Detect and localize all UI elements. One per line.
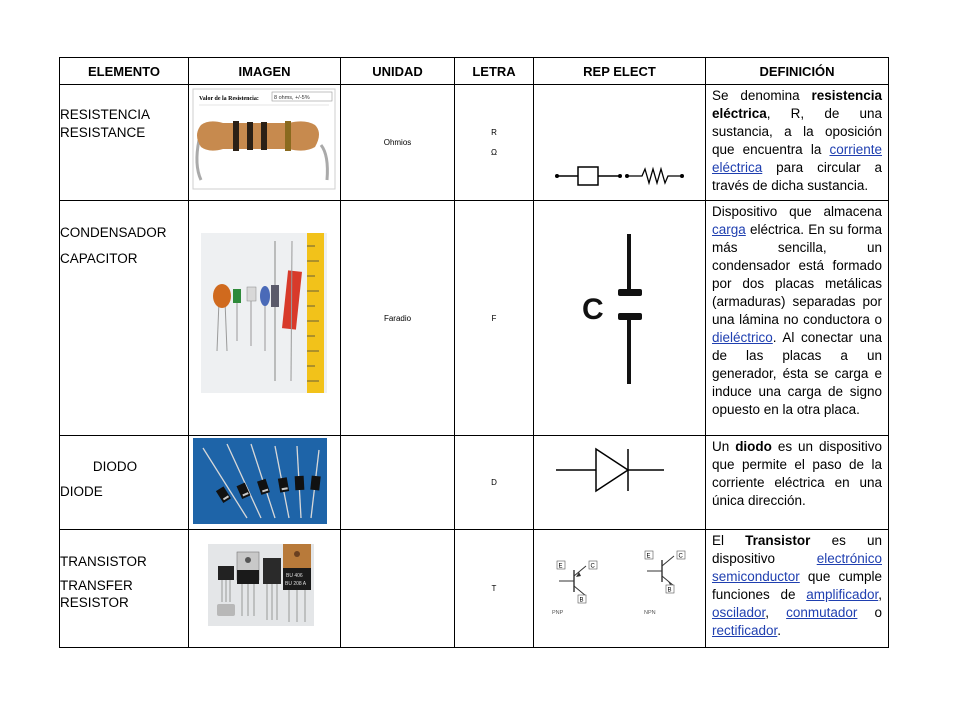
header-rep: REP ELECT bbox=[534, 58, 706, 85]
definition-text: , R, de una sustancia, a la oposición que encuentra la bbox=[712, 106, 882, 157]
letter-omega: Ω bbox=[491, 147, 497, 157]
npn-pin-c: C bbox=[678, 553, 683, 560]
link-rectificador[interactable]: rectificador bbox=[712, 623, 778, 638]
chip-label-1: BU 406 bbox=[286, 573, 303, 579]
definition-text: , bbox=[765, 605, 787, 620]
element-name-en: TRANSFER RESISTOR bbox=[60, 578, 133, 610]
letter-cell: T bbox=[455, 530, 534, 648]
link-amplificador[interactable]: amplificador bbox=[806, 587, 879, 602]
resistor-symbol bbox=[534, 85, 706, 201]
unit-cell: Faradio bbox=[341, 201, 455, 436]
image-cell bbox=[189, 201, 341, 436]
element-name: TRANSISTOR bbox=[60, 554, 147, 569]
image-cell bbox=[189, 530, 341, 648]
definition-text: Un bbox=[712, 439, 736, 454]
element-name-en: RESISTANCE bbox=[60, 125, 146, 140]
element-name-en: DIODE bbox=[60, 484, 103, 499]
definition-cell bbox=[706, 530, 889, 648]
definition-text: que cumple funciones de bbox=[712, 569, 882, 602]
definition-text: Se denomina bbox=[712, 88, 812, 103]
definition-text: Dispositivo que almacena bbox=[712, 204, 882, 219]
header-image: IMAGEN bbox=[189, 58, 341, 85]
letter-cell: D bbox=[455, 436, 534, 530]
pnp-pin-e: E bbox=[558, 563, 563, 570]
link-electronico[interactable]: electrónico bbox=[816, 551, 882, 566]
capacitor-photo bbox=[189, 201, 341, 436]
link-corriente-electrica[interactable]: corriente eléctrica bbox=[712, 142, 882, 175]
definition-bold: Transistor bbox=[745, 533, 811, 548]
definition-text: eléctrica. En su forma más sencilla, un condensador está formado por dos placas metálicas (armaduras) separadas por una lámina no conductora o bbox=[712, 222, 882, 327]
header-unit: UNIDAD bbox=[341, 58, 455, 85]
diode-symbol bbox=[534, 436, 706, 530]
definition-text: o bbox=[857, 605, 882, 620]
letter-cell bbox=[455, 85, 534, 201]
element-cell bbox=[60, 436, 189, 530]
definition-text: . Al conectar una de las placas a un generador, ésta se carga e induce una carga de signo opuesto en la otra placa. bbox=[712, 330, 882, 417]
npn-pin-e: E bbox=[646, 553, 651, 560]
definition-text: . bbox=[777, 623, 782, 638]
table-row-resistor bbox=[60, 85, 889, 201]
unit-cell: Ohmios bbox=[341, 85, 455, 201]
letter-r: R bbox=[491, 127, 497, 137]
transistor-photo bbox=[189, 530, 341, 648]
transistor-symbols bbox=[534, 530, 706, 648]
definition-text: , bbox=[878, 587, 882, 602]
link-semiconductor[interactable]: semiconductor bbox=[712, 569, 800, 584]
unit-cell bbox=[341, 436, 455, 530]
components-table bbox=[59, 57, 889, 648]
element-cell bbox=[60, 201, 189, 436]
rep-cell bbox=[534, 85, 706, 201]
table-row-capacitor bbox=[60, 201, 889, 436]
header-letter: LETRA bbox=[455, 58, 534, 85]
link-oscilador[interactable]: oscilador bbox=[712, 605, 766, 620]
pnp-pin-b: B bbox=[579, 597, 584, 604]
definition-text: es un dispositivo que permite el paso de la corriente eléctrica en una única dirección. bbox=[712, 439, 882, 508]
resistor-photo bbox=[189, 85, 341, 201]
link-carga[interactable]: carga bbox=[712, 222, 746, 237]
definition-text: es un dispositivo bbox=[712, 533, 882, 566]
element-name: CONDENSADOR bbox=[60, 225, 167, 240]
image-cell bbox=[189, 436, 341, 530]
element-name: DIODO bbox=[92, 459, 138, 474]
definition-cell bbox=[706, 436, 889, 530]
pnp-label: PNP bbox=[552, 610, 564, 616]
rep-cell bbox=[534, 436, 706, 530]
table-row-diode bbox=[60, 436, 889, 530]
element-name-en: CAPACITOR bbox=[60, 251, 138, 266]
capacitor-symbol-letter: C bbox=[582, 293, 604, 326]
definition-cell bbox=[706, 201, 889, 436]
letter-cell: F bbox=[455, 201, 534, 436]
chip-label-2: BU 208 A bbox=[285, 581, 307, 587]
capacitor-symbol bbox=[534, 201, 706, 436]
link-dielectrico[interactable]: dieléctrico bbox=[712, 330, 773, 345]
header-definition: DEFINICIÓN bbox=[706, 58, 889, 85]
npn-symbol bbox=[644, 551, 685, 616]
link-conmutador[interactable]: conmutador bbox=[786, 605, 858, 620]
element-cell bbox=[60, 85, 189, 201]
diode-photo bbox=[189, 436, 341, 530]
element-cell bbox=[60, 530, 189, 648]
header-element: ELEMENTO bbox=[60, 58, 189, 85]
definition-cell bbox=[706, 85, 889, 201]
header-row bbox=[60, 58, 889, 85]
npn-pin-b: B bbox=[667, 587, 672, 594]
resistor-caption: Valor de la Resistencia: bbox=[199, 96, 259, 102]
definition-bold: diodo bbox=[735, 439, 772, 454]
definition-text: para circular a través de dicha sustancia. bbox=[712, 160, 882, 193]
rep-cell bbox=[534, 530, 706, 648]
rep-cell bbox=[534, 201, 706, 436]
image-cell bbox=[189, 85, 341, 201]
unit-cell bbox=[341, 530, 455, 648]
npn-label: NPN bbox=[644, 610, 656, 616]
definition-bold: resistencia eléctrica bbox=[712, 88, 882, 121]
pnp-symbol bbox=[552, 561, 597, 616]
table-row-transistor bbox=[60, 530, 889, 648]
pnp-pin-c: C bbox=[590, 563, 595, 570]
definition-text: El bbox=[712, 533, 746, 548]
resistor-value: 8 ohms, +/-5% bbox=[274, 95, 310, 101]
element-name: RESISTENCIA bbox=[60, 107, 151, 122]
